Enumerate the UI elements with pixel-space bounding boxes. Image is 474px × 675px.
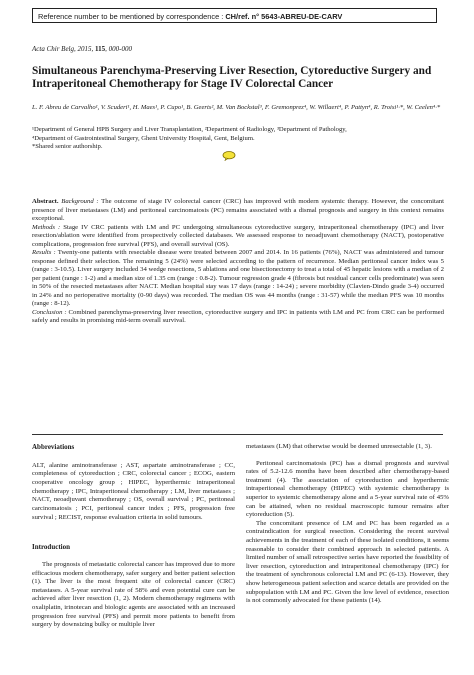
author-list: L. F. Abreu de Carvalho¹, V. Scuderi¹, H. Maes¹, P. Cupo¹, B. Geerts², M. Van Bockstal³, F. Gremonprez⁴, W. Willaert⁴, P. Pattyn⁴, R. Troisi¹·*, W. Ceelen⁴·*	[32, 104, 441, 111]
conclusion-text: Combined parenchyma-preserving liver resection, cytoreductive surgery and IPC in patients with LM and PC from CRC can be performed safely and results in promising mid-term overall survival.	[32, 308, 444, 324]
results-text: Twenty-one patients with resectable disease were treated between 2007 and 2014. In 16 patients (76%), NACT was administered and tumour response defined their selection. The remaining 5 (24%) were selected according to the pattern of recurrence. Median peritoneal cancer index was 5 (range : 3-10.5). Liver surgery included 34 wedge resections, 5 ablations and one bisectionectomy to treat a total of 45 hepatic lesions with a median of 2 per patient (range : 1-2) and a median size of 1.35 cm (range : 0.8-2). Tumour regression grade 4 (fibrosis but residual cancer cells predominate) was seen in 50% of the resected metastases after NACT. Median hospital stay was 17 days (range : 14-24) ; severe morbidity (Clavien-Dindo grade 3-4) occurred in 24% and no perioperative mortality (0-90 days) was recorded. The median OS was 44 months (range : 31-57) while the median PFS was 10 months (range : 8-12).	[32, 249, 445, 307]
journal-volume: 115	[95, 45, 106, 53]
abstract-methods	[32, 224, 444, 250]
background-label: Background :	[61, 198, 99, 205]
methods-label: Methods :	[32, 223, 61, 231]
abstract-background	[32, 198, 444, 224]
journal-pages: , 000-000	[105, 45, 132, 53]
affiliation-line: ⁴Department of Gastrointestinal Surgery, Ghent University Hospital, Gent, Belgium.	[32, 134, 255, 142]
background-text: The outcome of stage IV colorectal cancer (CRC) has improved with modern systemic therapy. However, the concomitant presence of liver metastases (LM) and peritoneal carcinomatosis (PC) remains associated with a dismal prognosis and surgery in this context remains exceptional.	[32, 198, 444, 222]
comment-annotation-icon[interactable]	[222, 151, 236, 161]
abstract	[32, 198, 444, 326]
affiliation-line: ¹Department of General HPB Surgery and Liver Transplantation, ²Department of Radiology, ³Department of Pathology,	[32, 126, 347, 133]
introduction-heading: Introduction	[32, 542, 70, 551]
section-divider	[32, 434, 443, 435]
abstract-results	[32, 249, 444, 309]
body-paragraph: metastases (LM) that otherwise would be deemed unresectable (1, 3).	[246, 443, 432, 450]
results-label: Results :	[32, 249, 56, 256]
abstract-conclusion	[32, 309, 444, 326]
reference-code: CH/ref. n° 5643-ABREU-DE-CARV	[225, 12, 343, 21]
body-paragraph: Peritoneal carcinomatosis (PC) has a dismal prognosis and survival rates of 5.2-12.6 months have been described after chemotherapy-based treatment (4). The association of cytoreduction and hyperthermic intraperitoneal chemotherapy (HIPEC) with systemic chemotherapy is superior to systemic chemotherapy alone and a 5-year survival rate of 45% can be attained, when no residual macroscopic tumour remains after cytoreduction (5).	[246, 459, 449, 519]
abbreviations-text: ALT, alanine aminotransferase ; AST, aspartate aminotransferase ; CC, completeness of cytoreduction ; CRC, colorectal cancer ; ECOG, eastern cooperative oncology group ; HIPEC, hyperthermic intraperitoneal chemotherapy ; IPC, Intraperitoneal chemotherapy ; LM, liver metastases ; NACT, neoadjuvant chemotherapy ; OS, overall survival ; PC, peritoneal carcinomatosis ; PCI, peritoneal cancer index ; PFS, progression free survival ; RECIST, response evaluation criteria in solid tumours.	[32, 461, 235, 521]
abstract-heading: Abstract.	[32, 198, 59, 205]
reference-box	[32, 8, 437, 23]
left-column	[32, 443, 235, 630]
body-paragraph: The concomitant presence of LM and PC has been regarded as a contraindication for surgical resection. Considering the recent survival achievements in the treatment of each of these isolated conditions, it seems reasonable to consider their combined approach in selected patients. A limited number of small retrospective series have reported the feasibility of liver resection, cytoreduction and intraperitoneal chemotherapy (IPC) for the treatment of synchronous colorectal LM and PC (6-13). However, they show heterogeneous patient selection and scarce details are provided on the subpopulation with LM and PC. Given the low level of evidence, resection is not commonly advocated for these patients (14).	[246, 519, 449, 605]
methods-text: Stage IV CRC patients with LM and PC undergoing simultaneous cytoreductive surgery, intraperitoneal chemotherapy (IPC) and liver resection/ablation were identified from prospectively collected databases. We assessed response to neoadjuvant chemotherapy (NACT), postoperative complications, progression free survival (PFS), and overall survival (OS).	[32, 223, 444, 248]
paper-title: Simultaneous Parenchyma-Preserving Liver Resection, Cytoreductive Surgery and Intraperitoneal Chemotherapy for Stage IV Colorectal Cancer	[32, 65, 432, 90]
abbreviations-heading: Abbreviations	[32, 443, 75, 451]
journal-name: Acta Chir Belg	[32, 45, 74, 53]
shared-authorship-note: *Shared senior authorship.	[32, 143, 103, 150]
journal-citation	[32, 45, 132, 53]
conclusion-label: Conclusion :	[32, 308, 67, 316]
right-column	[246, 443, 449, 606]
introduction-text: The prognosis of metastatic colorectal cancer has improved due to more efficacious modern chemotherapy, safer surgery and better patient selection (1). The liver is the most frequent site of colorectal cancer (CRC) metastases. A 5-year survival rate of 58% and even potential cure can be achieved after liver resection (1, 2). Modern chemotherapy regimens with oxaliplatin, irinotecan and biologic agents are associated with an increased progression free survival (PFS) and permit more patients to benefit from surgery by downsizing bulky or multiple liver	[32, 561, 235, 629]
journal-year: , 2015,	[74, 45, 95, 53]
affiliations	[32, 126, 452, 152]
reference-prefix: Reference number to be mentioned by correspondence :	[38, 12, 226, 21]
